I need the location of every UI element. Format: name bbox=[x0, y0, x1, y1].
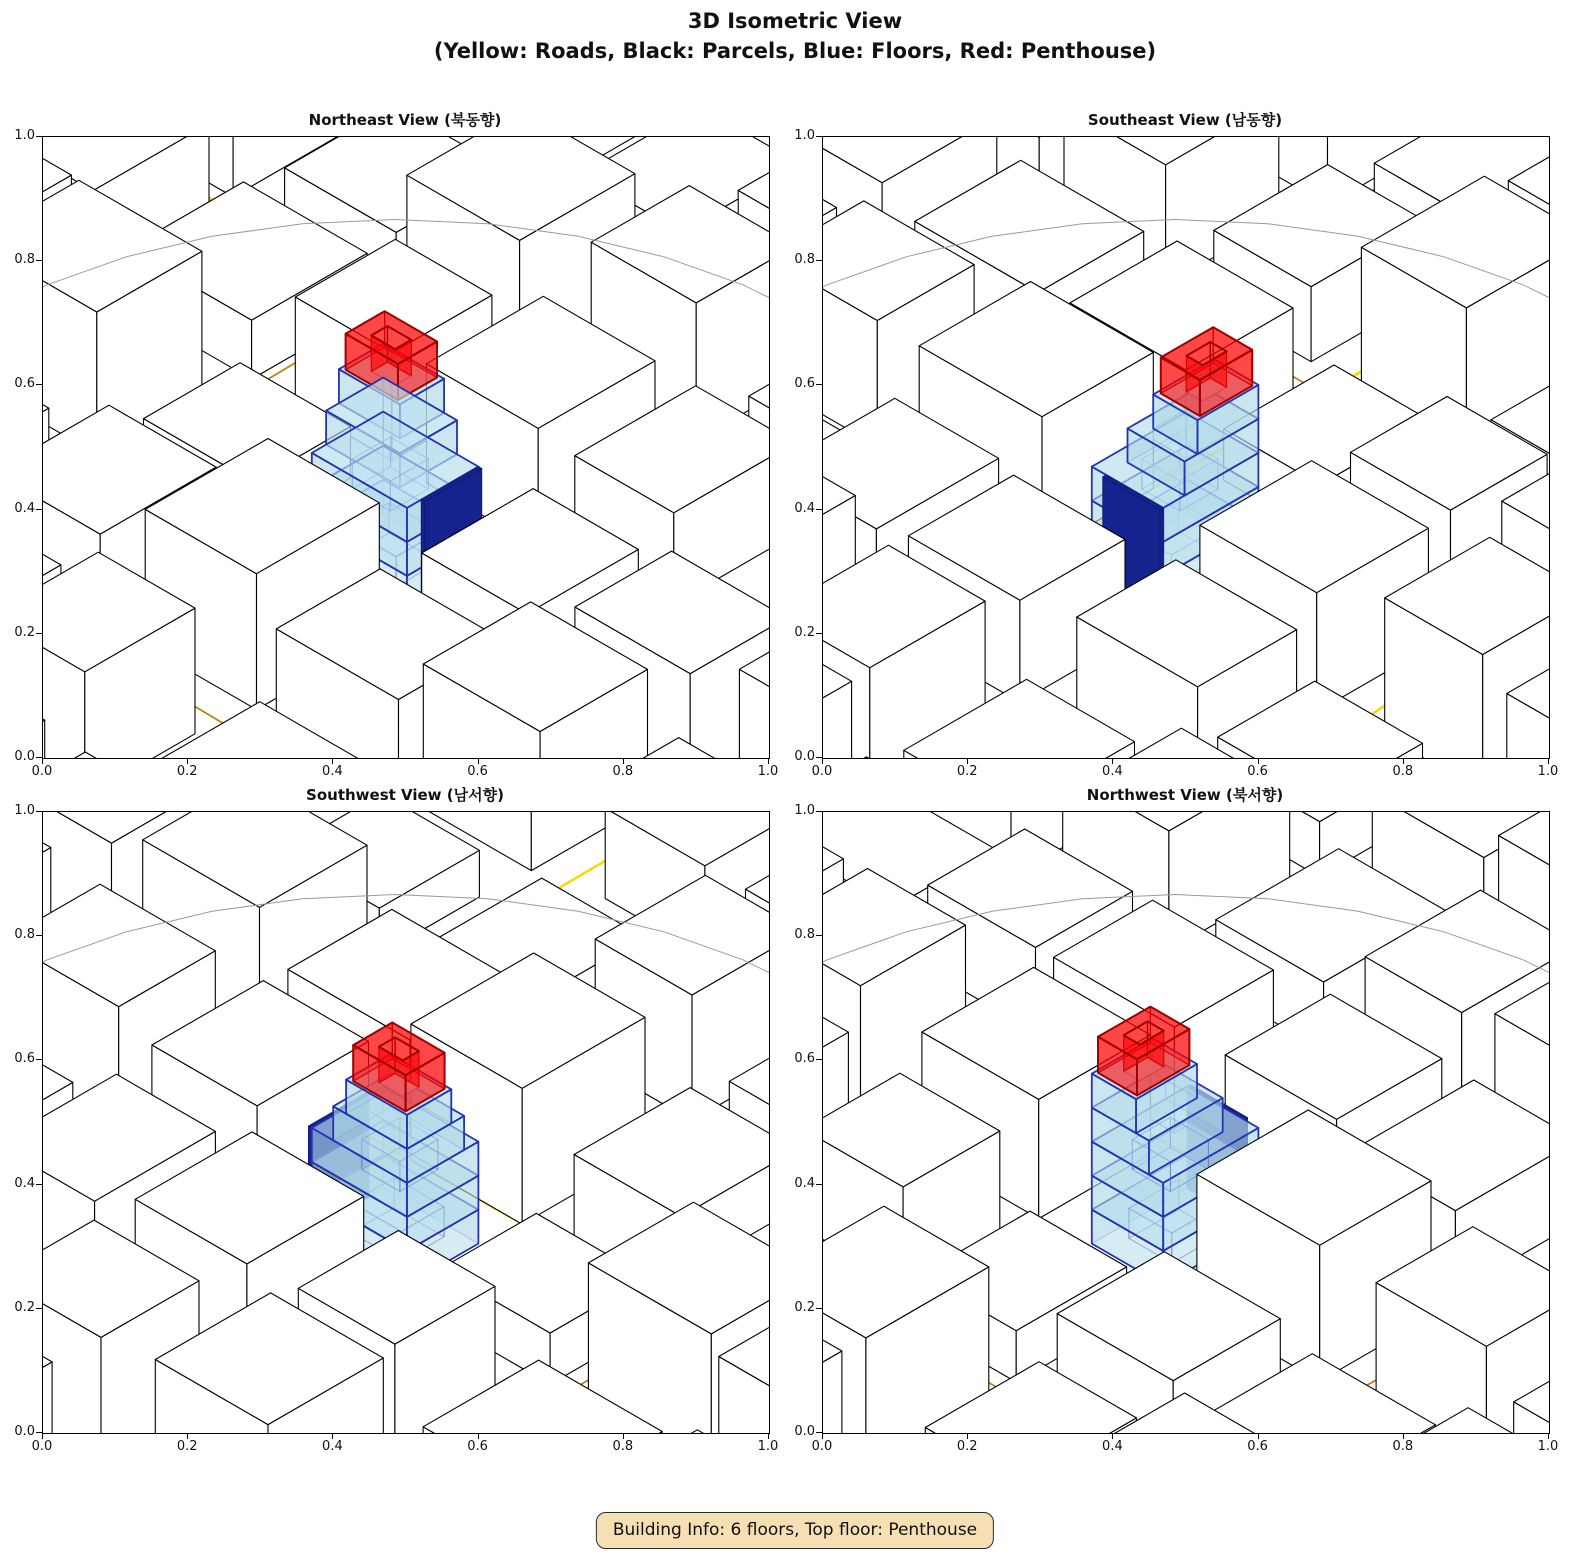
panel-title-northwest: Northwest View (북서향) bbox=[1086, 786, 1284, 804]
y-tick-label: 0.4 bbox=[794, 1175, 815, 1191]
y-tick-mark bbox=[36, 509, 42, 510]
y-tick-mark bbox=[36, 136, 42, 137]
y-tick-label: 0.4 bbox=[794, 500, 815, 516]
x-tick-mark bbox=[42, 758, 43, 764]
x-tick-label: 0.6 bbox=[1247, 1439, 1268, 1454]
y-tick-label: 0.8 bbox=[794, 927, 815, 943]
x-tick-label: 0.6 bbox=[467, 1439, 488, 1454]
x-tick-mark bbox=[332, 758, 333, 764]
panel-title-southeast: Southeast View (남동향) bbox=[1087, 111, 1283, 129]
y-tick-mark bbox=[36, 935, 42, 936]
x-tick-mark bbox=[1403, 1433, 1404, 1439]
y-tick-mark bbox=[816, 509, 822, 510]
y-tick-mark bbox=[816, 811, 822, 812]
y-tick-mark bbox=[36, 633, 42, 634]
x-tick-mark bbox=[1403, 758, 1404, 764]
y-tick-label: 0.6 bbox=[14, 1051, 35, 1067]
y-tick-mark bbox=[816, 1184, 822, 1185]
x-tick-label: 0.0 bbox=[811, 1439, 833, 1454]
x-tick-label: 0.8 bbox=[1392, 1439, 1414, 1454]
y-tick-label: 0.2 bbox=[794, 624, 815, 640]
y-tick-label: 0.0 bbox=[794, 749, 815, 764]
building-info-badge: Building Info: 6 floors, Top floor: Penthouse bbox=[596, 1512, 994, 1549]
x-tick-label: 0.6 bbox=[467, 764, 488, 779]
x-tick-label: 1.0 bbox=[1537, 764, 1559, 779]
y-tick-mark bbox=[816, 1308, 822, 1309]
x-tick-label: 0.8 bbox=[1392, 764, 1414, 779]
y-tick-label: 0.6 bbox=[794, 1051, 815, 1067]
plot-area-southwest bbox=[42, 811, 770, 1434]
x-tick-mark bbox=[822, 758, 823, 764]
x-tick-mark bbox=[478, 1433, 479, 1439]
y-tick-label: 0.2 bbox=[14, 1299, 35, 1315]
panel-southwest bbox=[14, 786, 779, 1454]
panel-title-southwest: Southwest View (남서향) bbox=[306, 786, 504, 804]
y-tick-label: 0.6 bbox=[794, 376, 815, 392]
plot-area-northwest bbox=[822, 811, 1550, 1434]
x-tick-mark bbox=[623, 758, 624, 764]
y-tick-label: 0.0 bbox=[794, 1424, 815, 1439]
x-tick-mark bbox=[478, 758, 479, 764]
x-tick-mark bbox=[822, 1433, 823, 1439]
plot-area-northeast bbox=[42, 136, 770, 759]
x-tick-label: 1.0 bbox=[1537, 1439, 1559, 1454]
x-tick-mark bbox=[967, 1433, 968, 1439]
x-tick-label: 0.4 bbox=[1102, 764, 1123, 779]
y-tick-label: 0.0 bbox=[14, 1424, 35, 1439]
panel-title-northeast: Northeast View (북동향) bbox=[308, 111, 502, 129]
x-tick-mark bbox=[768, 1433, 769, 1439]
x-tick-mark bbox=[1112, 1433, 1113, 1439]
panel-northeast bbox=[14, 111, 779, 779]
y-tick-mark bbox=[36, 260, 42, 261]
isometric-scene-southeast bbox=[823, 137, 1549, 758]
x-tick-mark bbox=[768, 758, 769, 764]
y-tick-mark bbox=[816, 384, 822, 385]
y-tick-label: 0.4 bbox=[14, 500, 35, 516]
y-tick-label: 0.6 bbox=[14, 376, 35, 392]
y-tick-label: 0.4 bbox=[14, 1175, 35, 1191]
x-tick-label: 0.2 bbox=[176, 1439, 198, 1454]
y-tick-mark bbox=[36, 1184, 42, 1185]
x-tick-mark bbox=[187, 1433, 188, 1439]
x-tick-mark bbox=[1112, 758, 1113, 764]
x-tick-label: 0.4 bbox=[1102, 1439, 1123, 1454]
x-tick-label: 0.6 bbox=[1247, 764, 1268, 779]
x-tick-label: 0.2 bbox=[956, 764, 978, 779]
plot-area-southeast bbox=[822, 136, 1550, 759]
x-tick-mark bbox=[1548, 758, 1549, 764]
x-tick-label: 0.8 bbox=[612, 764, 634, 779]
x-tick-mark bbox=[332, 1433, 333, 1439]
x-tick-mark bbox=[1258, 1433, 1259, 1439]
y-tick-label: 0.0 bbox=[14, 749, 35, 764]
panel-southeast bbox=[794, 111, 1559, 779]
x-tick-label: 0.0 bbox=[31, 764, 53, 779]
y-tick-mark bbox=[816, 136, 822, 137]
x-tick-label: 0.2 bbox=[176, 764, 198, 779]
figure-title bbox=[0, 6, 1590, 66]
x-tick-label: 1.0 bbox=[757, 764, 779, 779]
x-tick-label: 1.0 bbox=[757, 1439, 779, 1454]
y-tick-label: 0.8 bbox=[794, 252, 815, 268]
x-tick-mark bbox=[623, 1433, 624, 1439]
x-tick-mark bbox=[187, 758, 188, 764]
y-tick-label: 0.8 bbox=[14, 252, 35, 268]
figure-title-line1: 3D Isometric View bbox=[687, 9, 903, 33]
y-tick-label: 1.0 bbox=[14, 803, 35, 818]
x-tick-label: 0.2 bbox=[956, 1439, 978, 1454]
y-tick-mark bbox=[36, 384, 42, 385]
y-tick-mark bbox=[816, 260, 822, 261]
y-tick-mark bbox=[816, 935, 822, 936]
y-tick-mark bbox=[36, 1308, 42, 1309]
y-tick-mark bbox=[36, 811, 42, 812]
x-tick-label: 0.4 bbox=[322, 764, 343, 779]
x-tick-mark bbox=[1548, 1433, 1549, 1439]
y-tick-mark bbox=[816, 1059, 822, 1060]
x-tick-mark bbox=[967, 758, 968, 764]
x-tick-mark bbox=[42, 1433, 43, 1439]
panel-northwest bbox=[794, 786, 1559, 1454]
y-tick-label: 0.2 bbox=[794, 1299, 815, 1315]
isometric-scene-northeast bbox=[43, 137, 769, 758]
y-tick-label: 0.2 bbox=[14, 624, 35, 640]
y-tick-label: 1.0 bbox=[794, 803, 815, 818]
x-tick-mark bbox=[1258, 758, 1259, 764]
y-tick-label: 1.0 bbox=[14, 128, 35, 143]
isometric-scene-southwest bbox=[43, 812, 769, 1433]
y-tick-label: 1.0 bbox=[794, 128, 815, 143]
y-tick-mark bbox=[36, 1059, 42, 1060]
y-tick-mark bbox=[816, 633, 822, 634]
x-tick-label: 0.4 bbox=[322, 1439, 343, 1454]
x-tick-label: 0.0 bbox=[31, 1439, 53, 1454]
x-tick-label: 0.0 bbox=[811, 764, 833, 779]
x-tick-label: 0.8 bbox=[612, 1439, 634, 1454]
figure-title-line2: (Yellow: Roads, Black: Parcels, Blue: Floors, Red: Penthouse) bbox=[433, 39, 1157, 63]
isometric-scene-northwest bbox=[823, 812, 1549, 1433]
y-tick-label: 0.8 bbox=[14, 927, 35, 943]
